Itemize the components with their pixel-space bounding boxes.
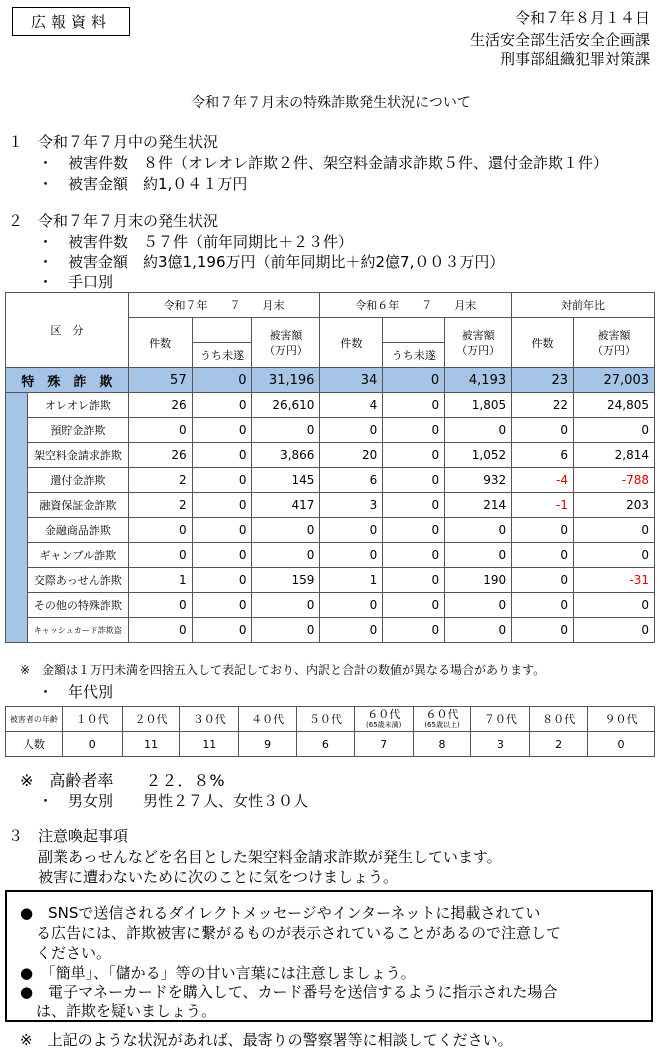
section-2-heading: ２ 令和７年７月末の発生状況 bbox=[8, 212, 219, 230]
cell: 0 bbox=[383, 418, 445, 443]
cell: 0 bbox=[574, 593, 655, 618]
cell: 0 bbox=[192, 418, 252, 443]
cell: 0 bbox=[320, 418, 383, 443]
cell: 26,610 bbox=[252, 393, 320, 418]
cell: 1,052 bbox=[445, 443, 512, 468]
cell: 0 bbox=[128, 518, 192, 543]
cell: 0 bbox=[574, 543, 655, 568]
header-attempt: うち未遂 bbox=[192, 343, 252, 368]
header-count: 件数 bbox=[320, 318, 383, 368]
age-bracket-note: (65歳未満) bbox=[366, 721, 402, 729]
cell: 20 bbox=[320, 443, 383, 468]
age-column-header bbox=[471, 707, 530, 732]
cell: 0 bbox=[383, 393, 445, 418]
cell: 57 bbox=[128, 368, 192, 393]
cell: -1 bbox=[512, 493, 574, 518]
cell: 0 bbox=[192, 393, 252, 418]
department-1: 生活安全部生活安全企画課 bbox=[469, 31, 650, 49]
cell: 27,003 bbox=[574, 368, 655, 393]
cell: 0 bbox=[320, 518, 383, 543]
notice-item-3: ● 電子マネーカードを購入して、カード番号を送信するように指示された場合 bbox=[20, 983, 558, 1001]
age-column-header bbox=[354, 707, 413, 732]
cell: 22 bbox=[512, 393, 574, 418]
cell: 6 bbox=[512, 443, 574, 468]
header-count: 件数 bbox=[512, 318, 574, 368]
document-title: 令和７年７月末の特殊詐欺発生状況について bbox=[191, 95, 471, 111]
cell: 0 bbox=[252, 543, 320, 568]
cell: 2,814 bbox=[574, 443, 655, 468]
cell: 0 bbox=[383, 493, 445, 518]
cell: 26 bbox=[128, 443, 192, 468]
age-bracket: ７０代 bbox=[483, 713, 517, 726]
cell: 145 bbox=[252, 468, 320, 493]
row-label: 金融商品詐欺 bbox=[27, 518, 128, 543]
cell: 0 bbox=[192, 443, 252, 468]
cell: 0 bbox=[192, 468, 252, 493]
cell: 0 bbox=[192, 493, 252, 518]
age-count: 0 bbox=[62, 732, 122, 757]
age-bracket: ８０代 bbox=[542, 713, 576, 726]
cell: 0 bbox=[383, 368, 445, 393]
age-count: 9 bbox=[239, 732, 297, 757]
cell: 6 bbox=[320, 468, 383, 493]
cell: 0 bbox=[192, 368, 252, 393]
cell: 0 bbox=[383, 443, 445, 468]
cell: 0 bbox=[252, 593, 320, 618]
cell: 0 bbox=[512, 518, 574, 543]
category-indent bbox=[6, 468, 28, 493]
age-column-header bbox=[530, 707, 588, 732]
cell: 417 bbox=[252, 493, 320, 518]
header-r6: 令和６年 ７ 月末 bbox=[320, 293, 512, 318]
cell: 0 bbox=[574, 518, 655, 543]
age-table bbox=[5, 706, 655, 757]
table-row bbox=[6, 593, 655, 618]
s2-bullet-amount: ・ 被害金額 約3億1,196万円（前年同期比＋約2億7,００３万円） bbox=[38, 253, 505, 271]
cell: 31,196 bbox=[252, 368, 320, 393]
elderly-rate: ※ 高齢者率 ２２．８% bbox=[20, 771, 225, 790]
row-label: キャッシュカード詐欺盗 bbox=[27, 618, 128, 643]
footnote: ※ 金額は１万円未満を四捨五入して表記しており、内訳と合計の数値が異なる場合があります。 bbox=[20, 663, 546, 677]
table-row bbox=[6, 618, 655, 643]
age-column-header bbox=[413, 707, 471, 732]
age-count: 11 bbox=[122, 732, 180, 757]
cell: 0 bbox=[445, 593, 512, 618]
header-r7: 令和７年 ７ 月末 bbox=[128, 293, 320, 318]
header-yoy: 対前年比 bbox=[512, 293, 655, 318]
cell: 0 bbox=[512, 568, 574, 593]
cell: 0 bbox=[192, 518, 252, 543]
cell: -31 bbox=[574, 568, 655, 593]
cell: 214 bbox=[445, 493, 512, 518]
header-amount: 被害額 （万円） bbox=[445, 318, 512, 368]
cell: 932 bbox=[445, 468, 512, 493]
age-bracket: ３０代 bbox=[192, 713, 226, 726]
row-label: ギャンブル詐欺 bbox=[27, 543, 128, 568]
age-bracket: ６０代 bbox=[367, 708, 401, 721]
cell: 0 bbox=[512, 543, 574, 568]
cell: 0 bbox=[128, 543, 192, 568]
cell: 0 bbox=[192, 568, 252, 593]
age-count: 6 bbox=[297, 732, 355, 757]
table-row bbox=[6, 393, 655, 418]
s1-bullet-count: ・ 被害件数 ８件（オレオレ詐欺２件、架空料金請求詐欺５件、還付金詐欺１件） bbox=[38, 154, 609, 172]
cell: 0 bbox=[383, 618, 445, 643]
cell: 0 bbox=[320, 618, 383, 643]
age-count: 3 bbox=[471, 732, 530, 757]
cell: 0 bbox=[252, 418, 320, 443]
section-3-heading: ３ 注意喚起事項 bbox=[8, 827, 129, 845]
s2-bullet-count: ・ 被害件数 ５７件（前年同期比＋２３件） bbox=[38, 233, 354, 251]
section-1-heading: １ 令和７年７月中の発生状況 bbox=[8, 133, 219, 151]
cell: 159 bbox=[252, 568, 320, 593]
press-release-tag: 広報資料 bbox=[12, 7, 130, 36]
age-count-label: 人数 bbox=[6, 732, 63, 757]
s2-bullet-method: ・ 手口別 bbox=[38, 273, 114, 291]
age-row-label: 被害者の年齢 bbox=[6, 707, 63, 732]
table-row bbox=[6, 493, 655, 518]
category-indent bbox=[6, 418, 28, 443]
age-column-header bbox=[62, 707, 122, 732]
header-amount: 被害額 （万円） bbox=[252, 318, 320, 368]
table-row-total bbox=[6, 368, 655, 393]
age-count: 8 bbox=[413, 732, 471, 757]
category-indent bbox=[6, 518, 28, 543]
row-label: 特 殊 詐 欺 bbox=[6, 368, 129, 393]
category-indent bbox=[6, 443, 28, 468]
cell: 190 bbox=[445, 568, 512, 593]
age-bracket: １０代 bbox=[75, 713, 109, 726]
age-bracket: ５０代 bbox=[308, 713, 342, 726]
table-row bbox=[6, 543, 655, 568]
row-label: 架空料金請求詐欺 bbox=[27, 443, 128, 468]
cell: 0 bbox=[512, 593, 574, 618]
age-column-header bbox=[239, 707, 297, 732]
notice-item-1: ● SNSで送信されるダイレクトメッセージやインターネットに掲載されてい bbox=[20, 904, 541, 922]
notice-item-2: ● 「簡単」、「儲かる」等の甘い言葉には注意しましょう。 bbox=[20, 964, 416, 982]
row-label: 交際あっせん詐欺 bbox=[27, 568, 128, 593]
cell: 0 bbox=[445, 543, 512, 568]
category-indent bbox=[6, 618, 28, 643]
cell: 0 bbox=[445, 418, 512, 443]
cell: 1 bbox=[128, 568, 192, 593]
cell: 0 bbox=[383, 568, 445, 593]
header-attempt: うち未遂 bbox=[383, 343, 445, 368]
cell: 24,805 bbox=[574, 393, 655, 418]
row-label: オレオレ詐欺 bbox=[27, 393, 128, 418]
cell: 0 bbox=[383, 543, 445, 568]
cell: 4,193 bbox=[445, 368, 512, 393]
notice-item-1-cont: る広告には、詐欺被害に繋がるものが表示されていることがあるので注意して bbox=[36, 924, 562, 942]
cell: 0 bbox=[574, 418, 655, 443]
cell: 34 bbox=[320, 368, 383, 393]
cell: 0 bbox=[252, 518, 320, 543]
cell: 0 bbox=[574, 618, 655, 643]
cell: 3,866 bbox=[252, 443, 320, 468]
cell: 0 bbox=[320, 543, 383, 568]
age-count: 11 bbox=[180, 732, 239, 757]
cell: 203 bbox=[574, 493, 655, 518]
cell: 0 bbox=[128, 418, 192, 443]
cell: 2 bbox=[128, 468, 192, 493]
table-row bbox=[6, 468, 655, 493]
category-indent bbox=[6, 543, 28, 568]
row-label: 還付金詐欺 bbox=[27, 468, 128, 493]
cell: 0 bbox=[383, 468, 445, 493]
department-2: 刑事部組織犯罪対策課 bbox=[499, 50, 650, 68]
category-indent bbox=[6, 593, 28, 618]
s3-paragraph-1: 副業あっせんなどを名目とした架空料金請求詐欺が発生しています。 bbox=[38, 848, 502, 866]
category-indent bbox=[6, 493, 28, 518]
table-row bbox=[6, 418, 655, 443]
age-bracket: ２０代 bbox=[134, 713, 168, 726]
cell: 23 bbox=[512, 368, 574, 393]
row-label: その他の特殊詐欺 bbox=[27, 593, 128, 618]
cell: 0 bbox=[383, 593, 445, 618]
table-row bbox=[6, 443, 655, 468]
table-row bbox=[6, 568, 655, 593]
notice-item-3-cont: は、詐欺を疑いましょう。 bbox=[36, 1002, 217, 1020]
cell: 0 bbox=[320, 593, 383, 618]
header-count: 件数 bbox=[128, 318, 192, 368]
cell: 4 bbox=[320, 393, 383, 418]
header-amount: 被害額 （万円） bbox=[574, 318, 655, 368]
s1-bullet-amount: ・ 被害金額 約1,０４１万円 bbox=[38, 175, 248, 193]
cell: 0 bbox=[445, 518, 512, 543]
cell: -4 bbox=[512, 468, 574, 493]
age-bracket: ９０代 bbox=[604, 713, 638, 726]
age-column-header bbox=[122, 707, 180, 732]
gender-breakdown: ・ 男女別 男性２７人、女性３０人 bbox=[38, 792, 309, 810]
cell: 1,805 bbox=[445, 393, 512, 418]
cell: 0 bbox=[512, 418, 574, 443]
closing-note: ※ 上記のような状況があれば、最寄りの警察署等に相談してください。 bbox=[20, 1031, 513, 1049]
category-indent bbox=[6, 393, 28, 418]
cell: 0 bbox=[252, 618, 320, 643]
cell: 0 bbox=[512, 618, 574, 643]
s3-paragraph-2: 被害に遭わないために次のことに気をつけましょう。 bbox=[38, 868, 399, 886]
age-bracket-note: (65歳以上) bbox=[424, 721, 460, 729]
age-count: 0 bbox=[588, 732, 655, 757]
age-column-header bbox=[297, 707, 355, 732]
age-count: 2 bbox=[530, 732, 588, 757]
cell: 0 bbox=[192, 593, 252, 618]
age-bracket: ４０代 bbox=[251, 713, 285, 726]
row-label: 預貯金詐欺 bbox=[27, 418, 128, 443]
age-column-header bbox=[588, 707, 655, 732]
release-date: 令和７年８月１４日 bbox=[514, 9, 650, 27]
cell: 0 bbox=[383, 518, 445, 543]
age-bracket: ６０代 bbox=[425, 708, 459, 721]
cell: 0 bbox=[192, 618, 252, 643]
age-column-header bbox=[180, 707, 239, 732]
cell: -788 bbox=[574, 468, 655, 493]
age-count: 7 bbox=[354, 732, 413, 757]
notice-item-1-cont: ください。 bbox=[36, 944, 112, 962]
cell: 0 bbox=[128, 593, 192, 618]
cell: 2 bbox=[128, 493, 192, 518]
cell: 0 bbox=[445, 618, 512, 643]
category-indent bbox=[6, 568, 28, 593]
cell: 26 bbox=[128, 393, 192, 418]
cell: 0 bbox=[192, 543, 252, 568]
age-bullet: ・ 年代別 bbox=[38, 683, 114, 701]
cell: 0 bbox=[128, 618, 192, 643]
fraud-method-table bbox=[5, 292, 655, 643]
cell: 1 bbox=[320, 568, 383, 593]
row-label: 融資保証金詐欺 bbox=[27, 493, 128, 518]
header-category: 区 分 bbox=[6, 293, 129, 368]
cell: 3 bbox=[320, 493, 383, 518]
table-row bbox=[6, 518, 655, 543]
